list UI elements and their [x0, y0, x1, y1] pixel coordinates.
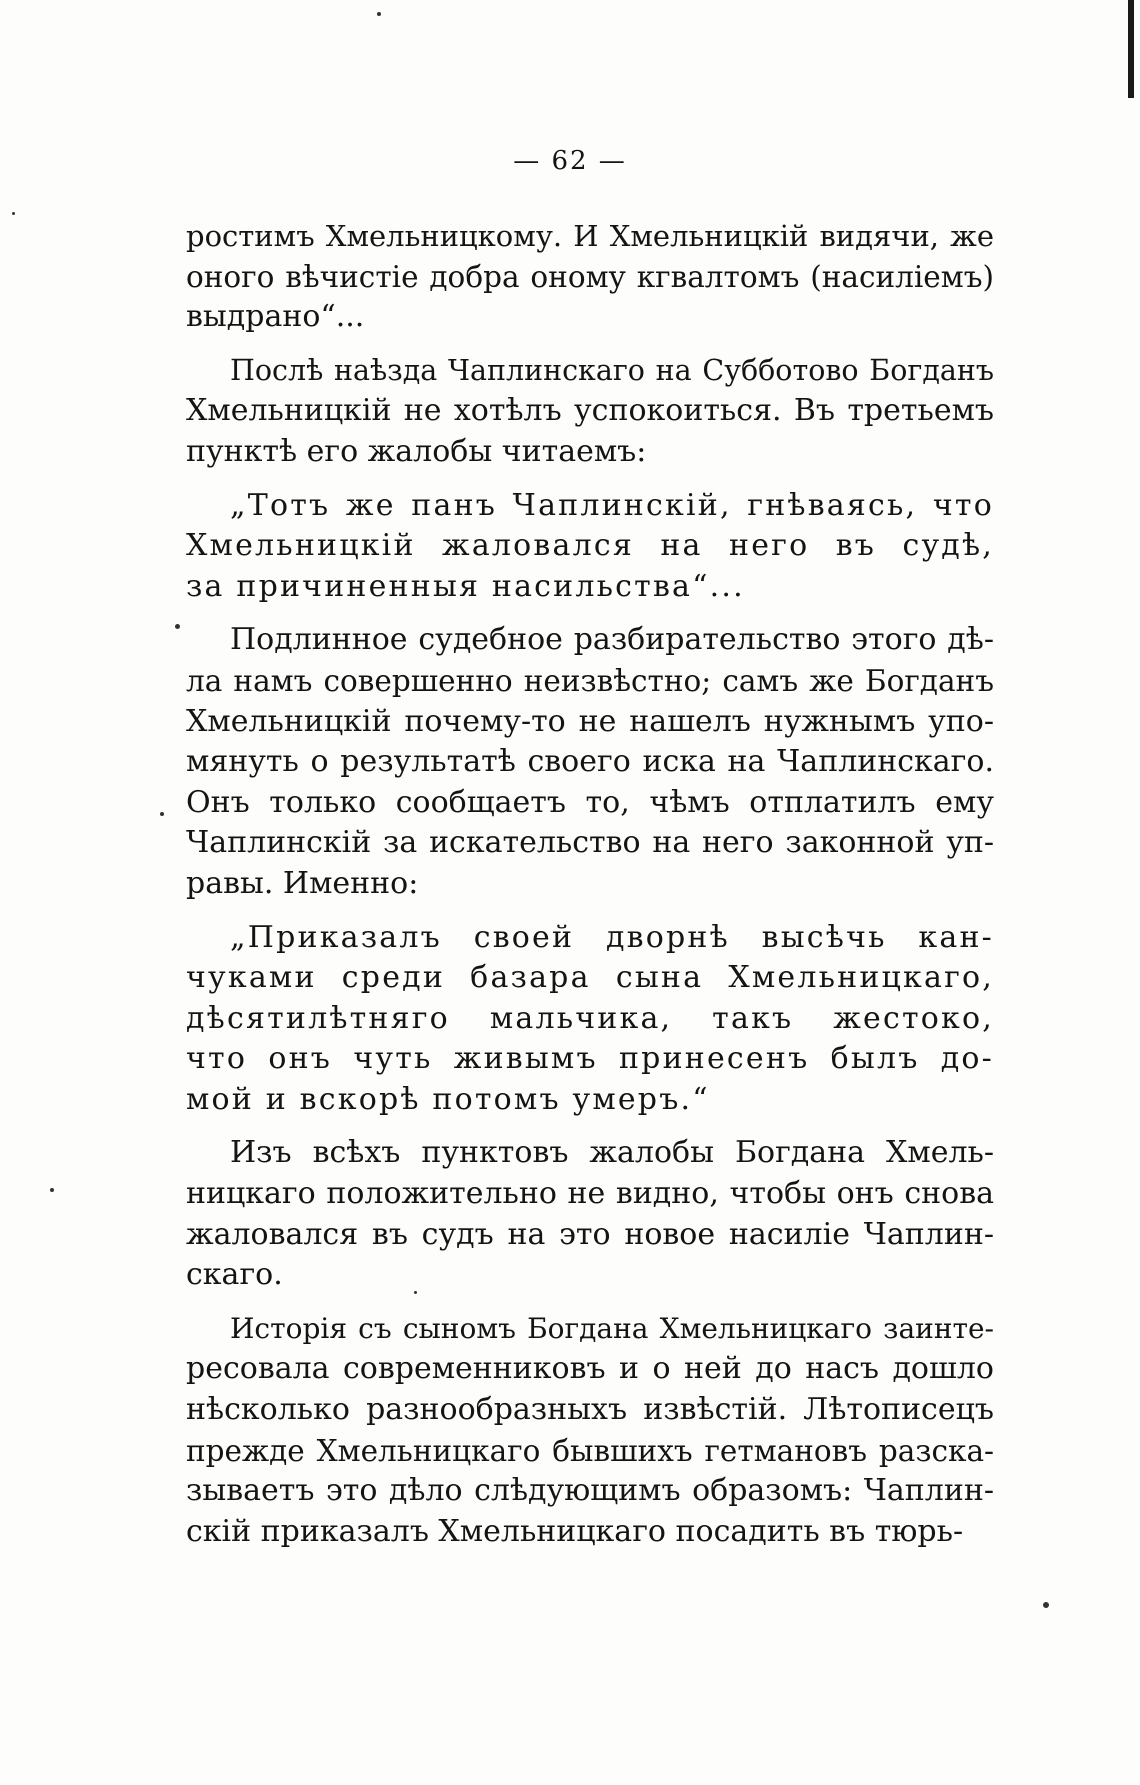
- text-line: выдрано“...: [186, 299, 365, 335]
- body-text: [186, 216, 994, 1552]
- text-line: чуками среди базара сына Хмельницкаго,: [186, 960, 994, 996]
- text-line: „Тотъ же панъ Чаплинскій, гнѣваясь, что: [230, 487, 994, 523]
- text-line: равы. Именно:: [186, 865, 419, 901]
- text-line: мой и вскорѣ потомъ умеръ.“: [186, 1081, 710, 1117]
- text-line: Чаплинскій за искательство на него законной уп-: [186, 825, 994, 861]
- text-line: Хмельницкій не хотѣлъ успокоиться. Въ третьемъ: [186, 393, 994, 429]
- text-line: ла намъ совершенно неизвѣстно; самъ же Богданъ: [186, 663, 994, 698]
- text-line: Онъ только сообщаетъ то, чѣмъ отплатилъ ему: [186, 784, 994, 820]
- text-line: ресовала современниковъ и о ней до насъ дошло: [186, 1351, 994, 1387]
- text-line: что онъ чуть живымъ принесенъ былъ до-: [186, 1041, 994, 1077]
- page-edge-shadow: [1128, 0, 1134, 98]
- print-speck: [50, 1188, 54, 1192]
- print-speck: [160, 812, 164, 816]
- text-line: скаго.: [186, 1257, 283, 1293]
- text-line: Изъ всѣхъ пунктовъ жалобы Богдана Хмель-: [230, 1135, 994, 1171]
- text-line: оного вѣчистіе добра оному кгвалтомъ (насиліемъ): [186, 259, 994, 294]
- text-paragraph: [186, 216, 994, 338]
- text-line: скій приказалъ Хмельницкаго посадить въ тюрь-: [186, 1513, 964, 1549]
- text-line: Хмельницкій жаловался на него въ судѣ,: [186, 528, 994, 564]
- text-line: ростимъ Хмельницкому. И Хмельницкій видячи, же: [186, 219, 994, 253]
- print-speck: [377, 12, 381, 16]
- text-line: ницкаго положительно не видно, чтобы онъ снова: [186, 1176, 994, 1212]
- text-line: прежде Хмельницкаго бывшихъ гетмановъ разска-: [186, 1433, 994, 1468]
- text-paragraph: [186, 1309, 994, 1553]
- print-speck: [175, 624, 180, 629]
- text-line: жаловался въ судъ на это новое насиліе Чаплин-: [186, 1216, 994, 1252]
- text-line: Подлинное судебное разбирательство этого дѣ-: [230, 622, 994, 658]
- print-speck: [12, 212, 15, 215]
- text-line: Хмельницкій почему-то не нашелъ нужнымъ упо-: [186, 703, 994, 739]
- page-number: — 62 —: [513, 146, 627, 176]
- quotation-paragraph: [186, 486, 994, 608]
- text-line: нѣсколько разнообразныхъ извѣстій. Лѣтописецъ: [186, 1392, 994, 1428]
- text-line: Исторія съ сыномъ Богдана Хмельницкаго заинте-: [230, 1311, 994, 1345]
- print-speck: [1043, 1602, 1049, 1608]
- text-line: мянуть о результатѣ своего иска на Чаплинскаго.: [186, 744, 994, 780]
- text-line: за причиненныя насильства“...: [186, 568, 745, 604]
- text-line: зываетъ это дѣло слѣдующимъ образомъ: Чаплин-: [186, 1473, 994, 1509]
- text-paragraph: [186, 1133, 994, 1295]
- text-line: пунктѣ его жалобы читаемъ:: [186, 433, 647, 469]
- text-line: дѣсятилѣтняго мальчика, такъ жестоко,: [186, 1000, 994, 1036]
- text-line: Послѣ наѣзда Чаплинскаго на Субботово Богданъ: [230, 353, 994, 387]
- text-paragraph: [186, 620, 994, 904]
- text-line: „Приказалъ своей дворнѣ высѣчь кан-: [230, 919, 994, 955]
- text-paragraph: [186, 351, 994, 473]
- quotation-paragraph: [186, 918, 994, 1121]
